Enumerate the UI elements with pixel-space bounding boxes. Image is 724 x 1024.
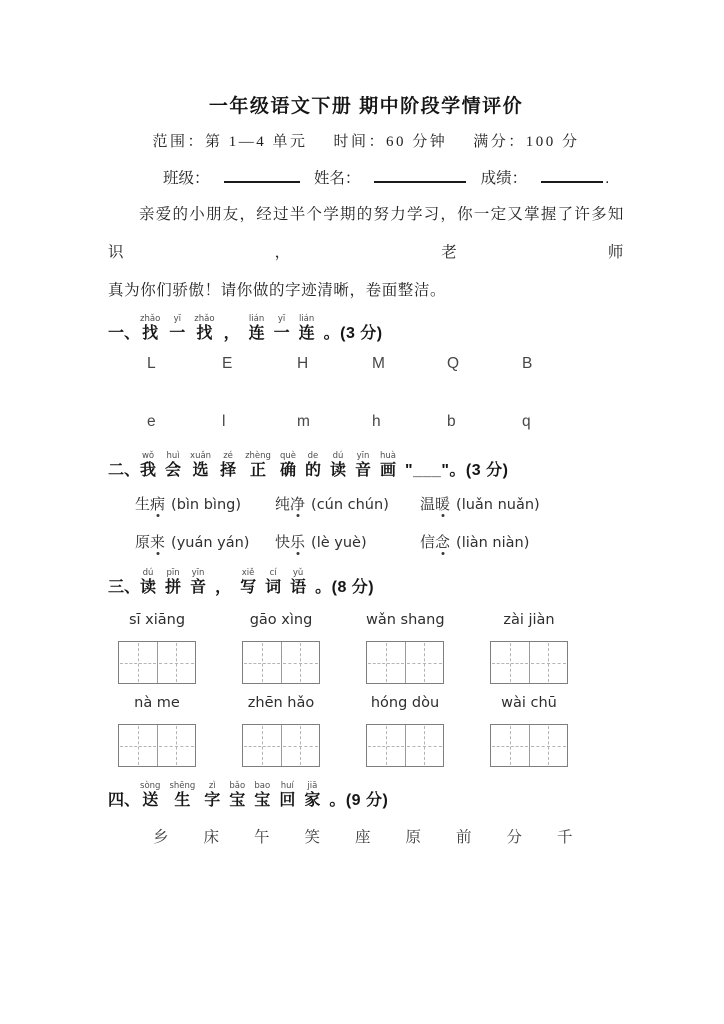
word-text [420, 534, 450, 551]
intro-line-2: 真为你们骄傲！请你做的字迹清晰，卷面整洁。 [108, 282, 447, 299]
pinyin-label: zài jiàn [503, 612, 555, 628]
heading-character: 生 [174, 792, 191, 809]
heading-character: 连 [248, 325, 265, 342]
section-four-heading [108, 781, 624, 810]
section-points: 。(9 分) [329, 792, 389, 809]
section-points: "___"。(3 分) [405, 462, 509, 479]
writing-grid-row-2 [108, 724, 624, 767]
grid-cell [491, 725, 529, 766]
word-text [275, 496, 305, 513]
heading-character: 音 [355, 462, 372, 479]
page-title: 一年级语文下册 期中阶段学情评价 [208, 96, 524, 117]
character-item: 床 [203, 829, 220, 846]
section-number: 三、 [108, 579, 141, 596]
heading-token [240, 568, 256, 597]
heading-character: 会 [165, 462, 182, 479]
letter-item: M [372, 355, 385, 372]
heading-token [265, 568, 281, 597]
exam-time: 时间：60 分钟 [333, 134, 448, 150]
grid-cell [367, 642, 405, 683]
character-item: 座 [355, 829, 371, 846]
letter-item: E [222, 355, 233, 372]
letter-item: b [447, 413, 456, 430]
heading-token [249, 314, 265, 343]
grid-cell [367, 725, 405, 766]
writing-grid [242, 724, 320, 767]
section-number: 四、 [108, 792, 141, 809]
heading-character: 读 [329, 462, 346, 479]
word-item [135, 494, 275, 516]
heading-character: 找 [196, 325, 213, 342]
pinyin-row-2 [108, 693, 624, 713]
exam-total-score: 满分：100 分 [473, 134, 580, 150]
section-points: 。(8 分) [315, 579, 375, 596]
writing-grid [242, 641, 320, 684]
pinyin-label: sī xiāng [128, 612, 186, 628]
heading-character: 字 [204, 792, 221, 809]
writing-grid [366, 724, 444, 767]
class-blank [224, 167, 300, 183]
intro-paragraph [108, 196, 624, 310]
heading-token [305, 451, 321, 480]
letter-item: l [222, 413, 226, 430]
heading-character: 一 [273, 325, 290, 342]
pinyin-annotation: yǔ [292, 568, 304, 578]
letter-item: H [297, 355, 309, 372]
pinyin-options: (cún chún) [311, 497, 389, 513]
heading-token [169, 781, 195, 810]
heading-token [165, 451, 181, 480]
heading-token [190, 451, 211, 480]
intro-line-1: 亲爱的小朋友，经过半个学期的努力学习，你一定又掌握了许多知识，老师 [108, 206, 624, 261]
heading-character: 词 [265, 579, 282, 596]
pinyin-annotation: xiě [241, 568, 255, 578]
grid-cell [119, 725, 157, 766]
letter-item: m [297, 413, 310, 430]
grid-cell [119, 642, 157, 683]
word-character: 纯 [275, 496, 291, 513]
heading-token [245, 451, 271, 480]
heading-token [355, 451, 371, 480]
word-character: 来 [150, 534, 166, 551]
heading-token [190, 568, 206, 597]
heading-token [224, 314, 240, 343]
word-item [275, 494, 420, 516]
exam-info-line [108, 132, 624, 152]
pinyin-annotation: jiā [307, 781, 318, 791]
pinyin-annotation: huà [380, 451, 397, 461]
pinyin-label: gāo xìng [249, 612, 313, 628]
heading-character: 连 [298, 325, 315, 342]
word-text [135, 534, 165, 551]
heading-token [299, 314, 315, 343]
word-character: 病 [150, 496, 166, 513]
trailing-period: . [605, 170, 610, 187]
pinyin-options: (lè yuè) [311, 535, 367, 551]
letter-item: L [147, 355, 156, 372]
heading-token [290, 568, 306, 597]
word-text [135, 496, 165, 513]
pinyin-annotation: què [279, 451, 296, 461]
grid-cell [281, 725, 320, 766]
character-item: 分 [506, 829, 523, 846]
name-label: 姓名： [313, 170, 361, 187]
section-one-heading [108, 314, 624, 343]
heading-token [274, 314, 290, 343]
writing-grid [118, 641, 196, 684]
grid-cell [529, 725, 568, 766]
heading-token [204, 781, 220, 810]
pinyin-annotation: huì [166, 451, 180, 461]
letter-item: e [147, 413, 156, 430]
heading-character: 画 [380, 462, 397, 479]
heading-token [220, 451, 236, 480]
pinyin-annotation: cí [269, 568, 277, 578]
heading-token [140, 451, 156, 480]
heading-character: 写 [240, 579, 257, 596]
heading-character: 选 [192, 462, 209, 479]
character-item: 原 [405, 829, 422, 846]
pinyin-annotation: de [307, 451, 319, 461]
heading-token [140, 314, 160, 343]
word-character: 生 [135, 496, 151, 513]
score-label: 成绩： [480, 170, 528, 187]
heading-token [215, 568, 231, 597]
writing-grid [366, 641, 444, 684]
word-item [420, 532, 624, 554]
pronunciation-row-1 [108, 494, 624, 516]
pinyin-annotation: huí [280, 781, 294, 791]
heading-character: 宝 [254, 792, 271, 809]
word-item [275, 532, 420, 554]
character-item: 前 [456, 829, 472, 846]
pinyin-options: (luǎn nuǎn) [456, 497, 540, 513]
heading-token [165, 568, 181, 597]
heading-character: 拼 [165, 579, 182, 596]
writing-grid [118, 724, 196, 767]
pinyin-annotation: lián [248, 314, 265, 324]
word-text [420, 496, 450, 513]
word-character: 快 [275, 534, 291, 551]
lowercase-letters-row [108, 413, 624, 431]
character-item: 笑 [304, 829, 321, 846]
pinyin-annotation: zé [223, 451, 233, 461]
word-text [275, 534, 305, 551]
grid-cell [243, 642, 281, 683]
grid-cell [529, 642, 568, 683]
letter-item: h [372, 413, 381, 430]
heading-token [380, 451, 396, 480]
word-character: 念 [435, 534, 451, 551]
name-blank [374, 167, 466, 183]
grid-cell [157, 642, 196, 683]
pinyin-label: hóng dòu [370, 695, 440, 711]
writing-grid-row-1 [108, 641, 624, 684]
pinyin-row-1 [108, 610, 624, 630]
section-points: 。(3 分) [323, 325, 383, 342]
heading-character: 找 [142, 325, 159, 342]
pinyin-annotation: zhǎo [140, 314, 161, 324]
word-character: 温 [420, 496, 436, 513]
heading-character: 择 [220, 462, 237, 479]
pronunciation-row-2 [108, 532, 624, 554]
grid-cell [405, 725, 444, 766]
heading-character: 的 [304, 462, 321, 479]
pinyin-annotation: pīn [166, 568, 180, 578]
writing-grid [490, 724, 568, 767]
heading-character: 正 [250, 462, 267, 479]
pinyin-annotation: dú [142, 568, 154, 578]
character-item: 乡 [153, 829, 169, 846]
word-character: 乐 [290, 534, 306, 551]
pinyin-annotation: yī [173, 314, 181, 324]
grid-cell [405, 642, 444, 683]
heading-token [304, 781, 320, 810]
character-item: 午 [254, 829, 270, 846]
pinyin-options: (liàn niàn) [456, 535, 530, 551]
pinyin-label: wǎn shang [366, 612, 445, 628]
heading-character: 语 [290, 579, 307, 596]
class-label: 班级： [163, 170, 210, 187]
section-two-heading [108, 451, 624, 480]
pinyin-annotation: yīn [356, 451, 370, 461]
heading-token [194, 314, 214, 343]
pinyin-annotation: zhǎo [194, 314, 215, 324]
score-blank [541, 167, 603, 183]
heading-token [229, 781, 245, 810]
pinyin-annotation: yīn [191, 568, 205, 578]
grid-cell [243, 725, 281, 766]
pinyin-annotation: sòng [140, 781, 161, 791]
heading-character: 回 [279, 792, 296, 809]
section-number: 二、 [108, 462, 141, 479]
word-item [135, 532, 275, 554]
heading-token [280, 451, 296, 480]
pinyin-label: nà me [134, 695, 180, 711]
heading-character: 一 [169, 325, 186, 342]
pinyin-annotation: dú [332, 451, 344, 461]
heading-character: 确 [279, 462, 296, 479]
heading-character: 宝 [229, 792, 246, 809]
character-item: 千 [557, 829, 573, 846]
heading-token [279, 781, 295, 810]
student-info-line [108, 167, 624, 190]
word-character: 原 [135, 534, 151, 551]
grid-cell [281, 642, 320, 683]
heading-character: 我 [140, 462, 157, 479]
letter-item: Q [447, 355, 460, 372]
letter-item: q [522, 413, 531, 430]
heading-character: 家 [304, 792, 321, 809]
pinyin-label: wài chū [501, 695, 557, 711]
grid-cell [157, 725, 196, 766]
characters-row [108, 828, 624, 847]
pinyin-annotation: yī [277, 314, 286, 324]
grid-cell [491, 642, 529, 683]
pinyin-annotation: lián [298, 314, 315, 324]
word-item [420, 494, 624, 516]
pinyin-annotation: bao [254, 781, 271, 791]
pinyin-label: zhēn hǎo [247, 695, 315, 711]
heading-token [140, 568, 156, 597]
word-character: 净 [290, 496, 306, 513]
word-character: 信 [420, 534, 436, 551]
writing-grid [490, 641, 568, 684]
section-number: 一、 [108, 325, 141, 342]
pinyin-options: (bìn bìng) [171, 497, 242, 513]
uppercase-letters-row [108, 355, 624, 373]
heading-token [254, 781, 270, 810]
heading-character: ， [223, 325, 240, 342]
pinyin-annotation: xuǎn [190, 451, 212, 461]
pinyin-options: (yuán yán) [171, 535, 250, 551]
pinyin-annotation: bǎo [229, 781, 246, 791]
pinyin-annotation: shēng [169, 781, 196, 791]
heading-token [169, 314, 185, 343]
heading-character: 读 [140, 579, 157, 596]
exam-scope: 范围：第 1—4 单元 [152, 134, 308, 150]
letter-item: B [522, 355, 533, 372]
heading-character: 音 [190, 579, 207, 596]
word-character: 暖 [435, 496, 451, 513]
heading-token [140, 781, 160, 810]
heading-token [330, 451, 346, 480]
pinyin-annotation: zhèng [245, 451, 271, 461]
heading-character: ， [215, 579, 232, 596]
heading-character: 送 [142, 792, 159, 809]
pinyin-annotation: zì [208, 781, 216, 791]
pinyin-annotation: wǒ [141, 451, 155, 461]
section-three-heading [108, 568, 624, 597]
